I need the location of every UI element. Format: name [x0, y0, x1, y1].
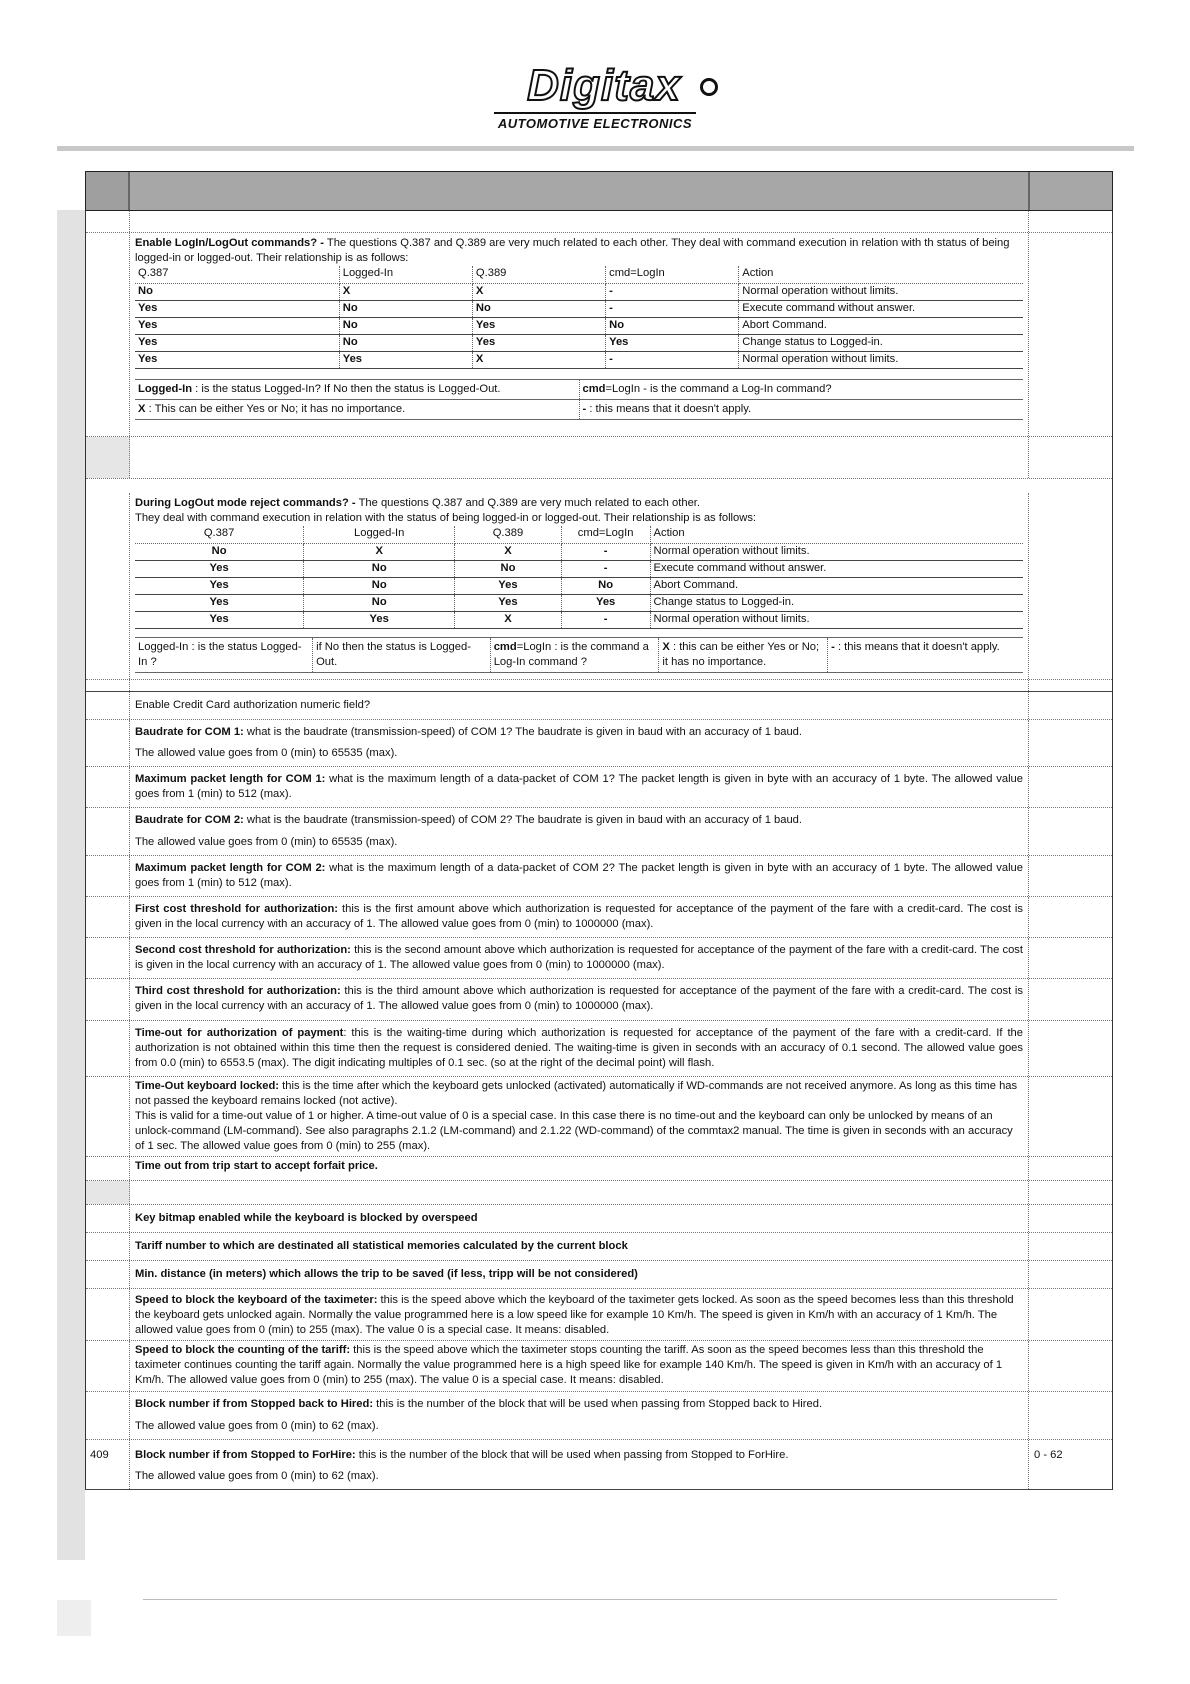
param-packet-com1: Maximum packet length for COM 1: what is the maximum length of a data-packet of COM 1? The packet length is given in byte with an accuracy of 1 byte. The allowed value goes from 1 (min) to 512 (max).: [86, 767, 1112, 808]
param-baud-com2: Baudrate for COM 2: what is the baudrate (transmission-speed) of COM 2? The baudrate is given in baud with an accuracy of 1 baud. The allowed value goes from 0 (min) to 65535 (max).: [86, 808, 1112, 855]
legend-x: X : This can be either Yes or No; it has no importance.: [135, 399, 579, 419]
cell: Yes: [472, 317, 605, 334]
param-range: The allowed value goes from 0 (min) to 62 (max).: [135, 1469, 379, 1482]
cell: No: [339, 334, 472, 351]
table-row: [135, 543, 1023, 560]
sec1-lead-bold: Enable LogIn/LogOut commands? -: [135, 237, 324, 249]
login-legend: [135, 379, 1023, 420]
legend-logged-in: Logged-In : is the status Logged-In? If No then the status is Logged-Out.: [135, 379, 579, 399]
logo-ring-icon: [700, 78, 718, 96]
table-header-row: [135, 266, 1023, 283]
cell: X: [304, 543, 455, 560]
table-row: [86, 211, 1112, 233]
section-separator: [86, 1181, 1112, 1205]
cell: No: [304, 577, 455, 594]
param-speed-keyboard: Speed to block the keyboard of the taximeter: this is the speed above which the keyboard of the taximeter gets locked. As soon as the speed becomes less than this threshold the keyboard gets unlocked again. Normally the value programmed here is a low speed like for example 10 Km/h. The speed is given in Km/h with an accuracy of 1 Km/h. The allowed value goes from 0 (min) to 255 (max). The value 0 is a special case. It means: disabled.: [86, 1289, 1112, 1341]
table-row: [135, 560, 1023, 577]
param-range: The allowed value goes from 0 (min) to 65535 (max).: [135, 747, 398, 760]
param-auth-timeout: Time-out for authorization of payment: this is the waiting-time during which authorization is requested for acceptance of the payment of the fare with a credit-card. If the authorization is not obtained within this time then the request is considered denied. The waiting-time is given in seconds with an accuracy of 0.1 second. The allowed value goes from 0.0 (min) to 6553.5 (max). The digit indicating multiples of 0.1 sec. (so at the right of the decimal point) will flash.: [86, 1021, 1112, 1077]
digitax-logo: [488, 61, 720, 131]
param-number: 409: [86, 1440, 130, 1489]
cell: Normal operation without limits.: [739, 351, 1023, 368]
cell: X: [472, 283, 605, 300]
footer-divider: [143, 1599, 1057, 1600]
table-row: [135, 300, 1023, 317]
logout-legend: [135, 637, 1023, 673]
cell: Normal operation without limits.: [650, 543, 1023, 560]
cell: Yes: [135, 560, 304, 577]
cell: Change status to Logged-in.: [650, 594, 1023, 611]
table-row: [135, 577, 1023, 594]
param-cost-threshold-3: Third cost threshold for authorization: this is the third amount above which authorization is requested for acceptance of the payment of the fare with a credit-card. The cost is given in the local currency with an accuracy of 1. The allowed value goes from 0 (min) to 1000000 (max).: [86, 979, 1112, 1020]
col-header: Q.387: [135, 526, 304, 543]
cell: Yes: [339, 351, 472, 368]
param-text: Time out from trip start to accept forfait price.: [135, 1160, 378, 1173]
cell: Yes: [455, 594, 562, 611]
logo-tagline: AUTOMOTIVE ELECTRONICS: [494, 112, 696, 133]
table-row: [135, 351, 1023, 368]
cell: -: [606, 300, 739, 317]
param-range: The allowed value goes from 0 (min) to 62 (max).: [135, 1419, 379, 1432]
table-header-row: [135, 526, 1023, 543]
param-text: Enable Credit Card authorization numeric field?: [135, 698, 371, 711]
cell: X: [472, 351, 605, 368]
col-header: cmd=LogIn: [561, 526, 650, 543]
login-logout-section: [86, 233, 1112, 437]
cell: Yes: [135, 300, 339, 317]
col-header: Logged-In: [304, 526, 455, 543]
cell: Abort Command.: [739, 317, 1023, 334]
cell: Yes: [606, 334, 739, 351]
cell: No: [339, 300, 472, 317]
legend-cmd: cmd=LogIn - is the command a Log-In command?: [579, 379, 1023, 399]
param-speed-tariff: Speed to block the counting of the tariff: this is the speed above which the taximeter stops counting the tariff. As soon as the speed becomes less than this threshold the taximeter continues counting the tariff again. Normally the value programmed here is a high speed like for example 140 Km/h. The speed is given in Km/h with an accuracy of 1 Km/h. The allowed value goes from 0 (min) to 255 (max). The value 0 is a special case. It means: disabled.: [86, 1341, 1112, 1392]
cell: No: [135, 543, 304, 560]
param-range: The allowed value goes from 0 (min) to 65535 (max).: [135, 835, 398, 848]
param-forfait-timeout: [86, 1157, 1112, 1180]
col-header: Q.387: [135, 266, 339, 283]
cell: Yes: [455, 577, 562, 594]
param-key-bitmap: [86, 1205, 1112, 1233]
table-row: [135, 594, 1023, 611]
cell: Yes: [472, 334, 605, 351]
col-header: Action: [650, 526, 1023, 543]
header-divider: [57, 146, 1134, 151]
param-keyboard-timeout: Time-Out keyboard locked: this is the time after which the keyboard gets unlocked (activated) automatically if WD-commands are not received anymore. As long as this time has not passed the keyboard remains locked (not active). This is valid for a time-out value of 1 or higher. A time-out value of 0 is a special case. In this case there is no time-out and the keyboard can only be unlocked by means of an unlock-command (LM-command). See also paragraphs 2.1.2 (LM-command) and 2.1.22 (WD-command) of the commtax2 manual. The time is given in seconds with an accuracy of 1 sec. The allowed value goes from 0 (min) to 255 (max).: [86, 1077, 1112, 1158]
cell: Yes: [135, 611, 304, 628]
cell: No: [606, 317, 739, 334]
cell: Yes: [135, 334, 339, 351]
cell: X: [339, 283, 472, 300]
cell: No: [339, 317, 472, 334]
left-margin-tab: [57, 1600, 91, 1636]
cell: Yes: [135, 577, 304, 594]
param-limits: 0 - 62: [1028, 1440, 1112, 1489]
legend-dash: - : this means that it doesn't apply.: [579, 399, 1023, 419]
param-text: This is valid for a time-out value of 1 or higher. A time-out value of 0 is a special case. In this case there is no time-out and the keyboard can only be unlocked by means of an unlock-command (LM-command). See also paragraphs 2.1.2 (LM-command) and 2.1.22 (WD-command) of the commtax2 manual. The time is given in seconds with an accuracy of 1 sec. The allowed value goes from 0 (min) to 255 (max).: [135, 1110, 1013, 1153]
param-baud-com1: Baudrate for COM 1: what is the baudrate (transmission-speed) of COM 1? The baudrate is given in baud with an accuracy of 1 baud. The allowed value goes from 0 (min) to 65535 (max).: [86, 720, 1112, 767]
logo-brand: Digitax: [527, 61, 681, 110]
col-header: cmd=LogIn: [606, 266, 739, 283]
param-block-forhire: 409 Block number if from Stopped to ForHire: this is the number of the block that will be used when passing from Stopped to ForHire. The allowed value goes from 0 (min) to 62 (max). 0 - 62: [86, 1440, 1112, 1490]
table-row: [135, 283, 1023, 300]
cell: No: [304, 594, 455, 611]
cell: Normal operation without limits.: [650, 611, 1023, 628]
cell: Yes: [561, 594, 650, 611]
sec2-lead-bold: During LogOut mode reject commands? -: [135, 496, 356, 509]
legend-dash: - : this means that it doesn't apply.: [828, 637, 1023, 672]
legend-logged-out: if No then the status is Logged-Out.: [313, 637, 491, 672]
table-row: [135, 611, 1023, 628]
cell: -: [561, 560, 650, 577]
table-row: [135, 334, 1023, 351]
table-header-bar: [85, 171, 1113, 211]
param-cost-threshold-1: First cost threshold for authorization: this is the first amount above which authorization is requested for acceptance of the payment of the fare with a credit-card. The cost is given in the local currency with an accuracy of 1. The allowed value goes from 0 (min) to 1000000 (max).: [86, 897, 1112, 938]
cell: Execute command without answer.: [650, 560, 1023, 577]
cell: No: [472, 300, 605, 317]
param-credit-card: [86, 692, 1112, 720]
param-text: Tariff number to which are destinated all statistical memories calculated by the current block: [135, 1239, 628, 1252]
cell: Yes: [135, 351, 339, 368]
cell: No: [561, 577, 650, 594]
logout-relationship-table: [135, 526, 1023, 629]
sec2-lead-line2: They deal with command execution in relation with the status of being logged-in or logged-out. Their relationship is as follows:: [135, 512, 757, 525]
legend-x: X : this can be either Yes or No; it has no importance.: [659, 637, 828, 672]
cell: -: [561, 543, 650, 560]
col-header: Action: [739, 266, 1023, 283]
param-cost-threshold-2: Second cost threshold for authorization: this is the second amount above which authorization is requested for acceptance of the payment of the fare with a credit-card. The cost is given in the local currency with an accuracy of 1. The allowed value goes from 0 (min) to 1000000 (max).: [86, 938, 1112, 979]
cell: Normal operation without limits.: [739, 283, 1023, 300]
cell: No: [304, 560, 455, 577]
cell: No: [135, 283, 339, 300]
legend-logged-in: Logged-In : is the status Logged-In ?: [135, 637, 313, 672]
cell: -: [606, 283, 739, 300]
legend-cmd: cmd=LogIn : is the command a Log-In command ?: [490, 637, 659, 672]
cell: Change status to Logged-in.: [739, 334, 1023, 351]
param-block-hired: Block number if from Stopped back to Hired: this is the number of the block that will be used when passing from Stopped back to Hired. The allowed value goes from 0 (min) to 62 (max).: [86, 1392, 1112, 1439]
cell: X: [455, 611, 562, 628]
param-min-distance: [86, 1261, 1112, 1289]
section-separator: [86, 437, 1112, 479]
table-row: [86, 680, 1112, 692]
sec2-lead-text: The questions Q.387 and Q.389 are very much related to each other.: [355, 496, 701, 509]
login-relationship-table: [135, 266, 1023, 369]
cell: X: [455, 543, 562, 560]
col-header: Q.389: [455, 526, 562, 543]
cell: -: [606, 351, 739, 368]
logout-reject-section: [86, 493, 1112, 680]
col-header: Q.389: [472, 266, 605, 283]
cell: -: [561, 611, 650, 628]
param-text: Min. distance (in meters) which allows the trip to be saved (if less, tripp will be not considered): [135, 1267, 638, 1280]
sec1-lead-text: The questions Q.387 and Q.389 are very much related to each other. They deal with command execution in relation with th status of being logged-in or logged-out. Their relationship is as follows:: [135, 237, 1010, 265]
cell: Yes: [135, 317, 339, 334]
param-tariff-number: [86, 1233, 1112, 1261]
left-margin-band: [57, 210, 85, 1560]
cell: No: [455, 560, 562, 577]
param-packet-com2: Maximum packet length for COM 2: what is the maximum length of a data-packet of COM 2? The packet length is given in byte with an accuracy of 1 byte. The allowed value goes from 1 (min) to 512 (max).: [86, 856, 1112, 897]
cell: Abort Command.: [650, 577, 1023, 594]
param-text: Key bitmap enabled while the keyboard is blocked by overspeed: [135, 1211, 478, 1224]
parameter-table: [85, 171, 1113, 1490]
cell: Yes: [304, 611, 455, 628]
cell: Yes: [135, 594, 304, 611]
col-header: Logged-In: [339, 266, 472, 283]
cell: Execute command without answer.: [739, 300, 1023, 317]
table-row: [135, 317, 1023, 334]
